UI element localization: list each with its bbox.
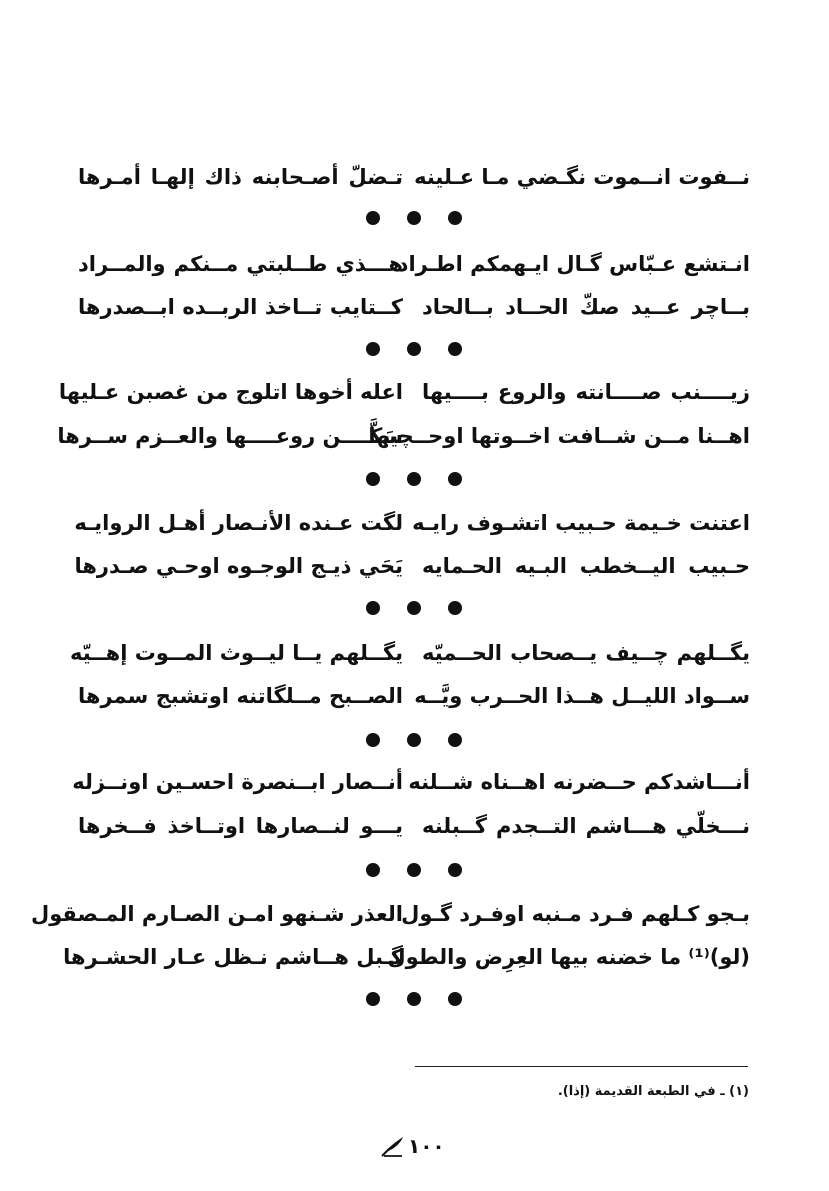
separator-dot: [448, 342, 462, 356]
hemistich-right: اهــنا مــن شــافت اخــوتها اوحــچيها: [368, 424, 750, 448]
hemistich-right: اعتنت خـيمة حـبيب اتشـوف رايـه: [412, 511, 750, 535]
hemistich-right: نـــخلّي هـــاشم التــجدم گــبلنه: [422, 814, 750, 838]
footnote: (١) ـ في الطبعة القديمة (إذا).: [557, 1084, 749, 1099]
poem-line-10: [72, 762, 750, 802]
hemistich-right: بــاچر عــيد صكّ الحــاد بــالحاد: [422, 295, 750, 319]
separator-dot: [366, 992, 380, 1006]
poem-line-7: [74, 546, 750, 586]
hemistich-left: العذر شـنهو امـن الصـارم المـصقول: [31, 902, 403, 926]
hemistich-right: بـجو كـلهم فـرد مـنبه اوفـرد گـول: [401, 902, 750, 926]
separator-dot: [407, 601, 421, 615]
separator-dot: [448, 992, 462, 1006]
stanza-separator: [366, 992, 462, 1006]
separator-dot: [366, 863, 380, 877]
stanza-separator: [366, 211, 462, 225]
separator-dot: [366, 211, 380, 225]
separator-dot: [448, 733, 462, 747]
separator-dot: [448, 863, 462, 877]
hemistich-right: زيــــنب صــــانته والروع بــــيها: [422, 380, 750, 404]
separator-dot: [407, 342, 421, 356]
poem-line-11: [78, 806, 750, 846]
poem-line-12: [31, 894, 750, 934]
separator-dot: [448, 601, 462, 615]
separator-dot: [407, 863, 421, 877]
separator-dot: [366, 472, 380, 486]
poem-line-9: [78, 676, 750, 716]
separator-dot: [366, 733, 380, 747]
hemistich-left: هـــذي طــلبتي مــنكم والمــراد: [78, 252, 403, 276]
hemistich-right: نــفوت انــموت نگـضي مـا عـلينه: [414, 165, 750, 189]
poem-line-13: [63, 937, 750, 977]
hemistich-left: لگت عـنده الأنـصار أهـل الروايـه: [74, 511, 403, 535]
hemistich-left: تـضلّ أصـحابنه ذاك إلهـا أمـرها: [78, 165, 403, 189]
page-number-text: ١٠٠: [408, 1134, 445, 1158]
separator-dot: [448, 211, 462, 225]
stanza-separator: [366, 733, 462, 747]
hemistich-left: كــتايب تــاخذ الربــده ابــصدرها: [78, 295, 403, 319]
hemistich-right: أنـــاشدكم حــضرنه اهــناه شــلنه: [408, 770, 750, 794]
poem-line-2: [78, 244, 750, 284]
hemistich-left: يـــو لنــصارها اوتــاخذ فــخرها: [78, 814, 403, 838]
hemistich-right: حـبيب اليــخطب البـيه الحـمايه: [422, 554, 750, 578]
hemistich-left: أنــصار ابــنصرة احسـين اونــزله: [72, 770, 403, 794]
hemistich-left: اعله أخوها اتلوج من غصبن عـليها: [58, 380, 403, 404]
page-number: [381, 1131, 445, 1161]
hemistich-left: يَحَي ذيـج الوجـوه اوحـي صـدرها: [74, 554, 403, 578]
poem-line-3: [78, 287, 750, 327]
stanza-separator: [366, 601, 462, 615]
hemistich-left: يگــلهم يــا ليــوث المــوت إهــيّه: [69, 641, 403, 665]
separator-dot: [407, 733, 421, 747]
quill-ornament-icon: [381, 1135, 405, 1157]
separator-dot: [366, 601, 380, 615]
poem-line-8: [69, 633, 750, 673]
hemistich-left: گـبل هــاشم نـظل عـار الحشـرها: [63, 945, 403, 969]
hemistich-right: يگــلهم چــيف يــصحاب الحــميّه: [422, 641, 750, 665]
separator-dot: [407, 211, 421, 225]
hemistich-right: ســواد الليــل هــذا الحــرب ويَّــه: [414, 684, 750, 708]
separator-dot: [366, 342, 380, 356]
separator-dot: [407, 472, 421, 486]
poem-line-6: [74, 503, 750, 543]
stanza-separator: [366, 472, 462, 486]
poem-line-1: [78, 157, 750, 197]
poem-line-5: [57, 416, 750, 456]
hemistich-left: الصــبح مــلگاتنه اوتشبج سمرها: [78, 684, 403, 708]
separator-dot: [407, 992, 421, 1006]
footnote-divider: [415, 1066, 748, 1067]
poem-line-4: [58, 372, 750, 412]
hemistich-right: (لو)⁽¹⁾ ما خضنه بيها العِرِض والطول: [387, 945, 750, 969]
hemistich-right: انـتشع عـبّاس گـال ايـهمكم اطـراد: [397, 252, 750, 276]
stanza-separator: [366, 342, 462, 356]
stanza-separator: [366, 863, 462, 877]
hemistich-left: سَكَّــــن روعــــها والعــزم ســرها: [57, 424, 403, 448]
separator-dot: [448, 472, 462, 486]
